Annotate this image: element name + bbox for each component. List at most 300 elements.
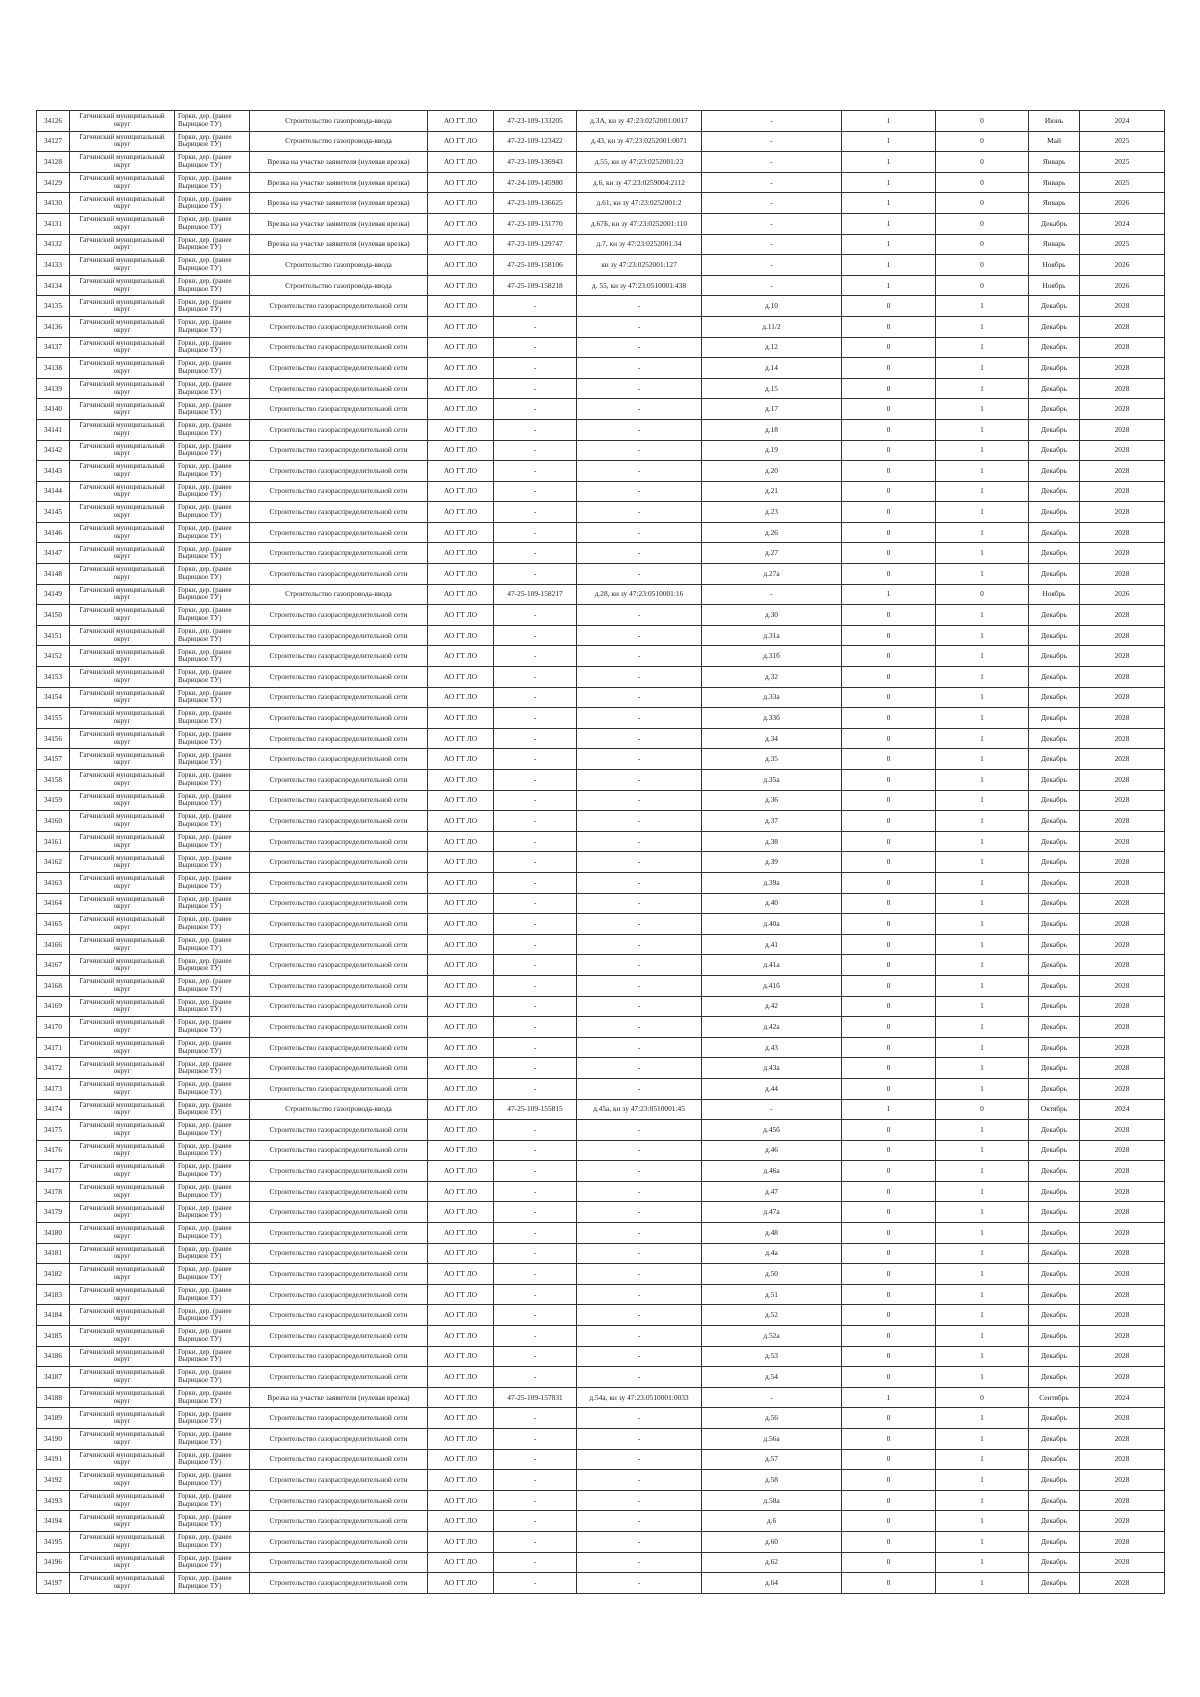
month-cell: Декабрь [1029,1531,1080,1552]
month-cell: Декабрь [1029,708,1080,729]
month-cell: Декабрь [1029,687,1080,708]
locality-cell: Горки, дер. (ранее Вырицкое ТУ) [175,1449,250,1470]
connection-count-cell: 0 [842,543,936,564]
locality-cell: Горки, дер. (ранее Вырицкое ТУ) [175,811,250,832]
application-number-cell: - [494,1490,577,1511]
connection-count-cell: 1 [842,213,936,234]
connection-count-cell: 0 [842,337,936,358]
connection-count-cell: 0 [842,770,936,791]
connection-count-cell: 1 [842,152,936,173]
district-cell: Гатчинский муниципальный округ [70,1408,175,1429]
organization-cell: АО ГТ ЛО [428,255,494,276]
district-cell: Гатчинский муниципальный округ [70,1387,175,1408]
organization-cell: АО ГТ ЛО [428,399,494,420]
application-number-cell: - [494,378,577,399]
month-cell: Декабрь [1029,399,1080,420]
address-cell: д.47а [702,1202,842,1223]
year-cell: 2028 [1080,316,1165,337]
organization-cell: АО ГТ ЛО [428,790,494,811]
application-number-cell: - [494,461,577,482]
cadastral-cell: - [577,708,702,729]
locality-cell: Горки, дер. (ранее Вырицкое ТУ) [175,275,250,296]
connection-count-cell: 0 [842,1470,936,1491]
organization-cell: АО ГТ ЛО [428,1243,494,1264]
network-count-cell: 1 [936,1449,1029,1470]
district-cell: Гатчинский муниципальный округ [70,1490,175,1511]
organization-cell: АО ГТ ЛО [428,193,494,214]
locality-cell: Горки, дер. (ранее Вырицкое ТУ) [175,893,250,914]
month-cell: Декабрь [1029,1511,1080,1532]
network-count-cell: 0 [936,213,1029,234]
application-number-cell: - [494,419,577,440]
network-count-cell: 1 [936,934,1029,955]
work-type-cell: Строительство газораспределительной сети [250,1120,428,1141]
connection-count-cell: 0 [842,1326,936,1347]
month-cell: Сентябрь [1029,1387,1080,1408]
work-type-cell: Строительство газораспределительной сети [250,687,428,708]
year-cell: 2028 [1080,605,1165,626]
network-count-cell: 1 [936,564,1029,585]
month-cell: Декабрь [1029,1449,1080,1470]
organization-cell: АО ГТ ЛО [428,1037,494,1058]
cadastral-cell: - [577,667,702,688]
locality-cell: Горки, дер. (ранее Вырицкое ТУ) [175,1202,250,1223]
connection-count-cell: 0 [842,1449,936,1470]
table-row [37,255,1165,276]
month-cell: Декабрь [1029,955,1080,976]
table-row [37,687,1165,708]
application-number-cell: - [494,1120,577,1141]
application-number-cell: - [494,934,577,955]
address-cell: д.31б [702,646,842,667]
cadastral-cell: д.28, кн зу 47:23:0510001:16 [577,584,702,605]
district-cell: Гатчинский муниципальный округ [70,275,175,296]
year-cell: 2024 [1080,1099,1165,1120]
connection-count-cell: 0 [842,852,936,873]
network-count-cell: 1 [936,358,1029,379]
cadastral-cell: - [577,1120,702,1141]
organization-cell: АО ГТ ЛО [428,1099,494,1120]
district-cell: Гатчинский муниципальный округ [70,955,175,976]
organization-cell: АО ГТ ЛО [428,522,494,543]
year-cell: 2028 [1080,1264,1165,1285]
application-number-cell: - [494,1078,577,1099]
network-count-cell: 1 [936,1326,1029,1347]
connection-count-cell: 0 [842,955,936,976]
application-number-cell: 47-22-109-123422 [494,131,577,152]
organization-cell: АО ГТ ЛО [428,296,494,317]
table-row [37,543,1165,564]
locality-cell: Горки, дер. (ранее Вырицкое ТУ) [175,955,250,976]
year-cell: 2028 [1080,831,1165,852]
application-number-cell: 47-23-109-133205 [494,111,577,132]
application-number-cell: - [494,1552,577,1573]
locality-cell: Горки, дер. (ранее Вырицкое ТУ) [175,1305,250,1326]
application-number-cell: - [494,1326,577,1347]
district-cell: Гатчинский муниципальный округ [70,111,175,132]
table-row [37,708,1165,729]
network-count-cell: 0 [936,172,1029,193]
connection-count-cell: 0 [842,625,936,646]
cadastral-cell: - [577,1367,702,1388]
cadastral-cell: - [577,1202,702,1223]
table-row [37,872,1165,893]
locality-cell: Горки, дер. (ранее Вырицкое ТУ) [175,1099,250,1120]
connection-count-cell: 0 [842,749,936,770]
row-number-cell: 34145 [37,502,70,523]
month-cell: Декабрь [1029,481,1080,502]
address-cell: д.17 [702,399,842,420]
cadastral-cell: - [577,1161,702,1182]
row-number-cell: 34141 [37,419,70,440]
row-number-cell: 34189 [37,1408,70,1429]
connection-count-cell: 1 [842,1099,936,1120]
year-cell: 2028 [1080,1037,1165,1058]
organization-cell: АО ГТ ЛО [428,316,494,337]
address-cell: д.54 [702,1367,842,1388]
district-cell: Гатчинский муниципальный округ [70,1346,175,1367]
address-cell: д.36 [702,790,842,811]
application-number-cell: - [494,914,577,935]
work-type-cell: Строительство газораспределительной сети [250,975,428,996]
year-cell: 2028 [1080,955,1165,976]
cadastral-cell: - [577,543,702,564]
year-cell: 2028 [1080,399,1165,420]
district-cell: Гатчинский муниципальный округ [70,1284,175,1305]
table-row [37,1181,1165,1202]
application-number-cell: - [494,1531,577,1552]
district-cell: Гатчинский муниципальный округ [70,1305,175,1326]
locality-cell: Горки, дер. (ранее Вырицкое ТУ) [175,1346,250,1367]
district-cell: Гатчинский муниципальный округ [70,1429,175,1450]
locality-cell: Горки, дер. (ранее Вырицкое ТУ) [175,872,250,893]
work-type-cell: Строительство газораспределительной сети [250,1181,428,1202]
work-type-cell: Строительство газораспределительной сети [250,1573,428,1594]
connection-count-cell: 0 [842,667,936,688]
work-type-cell: Строительство газораспределительной сети [250,811,428,832]
row-number-cell: 34196 [37,1552,70,1573]
work-type-cell: Строительство газораспределительной сети [250,461,428,482]
year-cell: 2028 [1080,1490,1165,1511]
locality-cell: Горки, дер. (ранее Вырицкое ТУ) [175,296,250,317]
network-count-cell: 1 [936,955,1029,976]
row-number-cell: 34128 [37,152,70,173]
district-cell: Гатчинский муниципальный округ [70,975,175,996]
row-number-cell: 34195 [37,1531,70,1552]
row-number-cell: 34184 [37,1305,70,1326]
locality-cell: Горки, дер. (ранее Вырицкое ТУ) [175,934,250,955]
cadastral-cell: - [577,502,702,523]
row-number-cell: 34137 [37,337,70,358]
work-type-cell: Строительство газораспределительной сети [250,1429,428,1450]
work-type-cell: Строительство газораспределительной сети [250,1531,428,1552]
application-number-cell: 47-25-109-158217 [494,584,577,605]
connection-count-cell: 0 [842,975,936,996]
connection-count-cell: 0 [842,1531,936,1552]
locality-cell: Горки, дер. (ранее Вырицкое ТУ) [175,337,250,358]
locality-cell: Горки, дер. (ранее Вырицкое ТУ) [175,1223,250,1244]
application-number-cell: - [494,1264,577,1285]
work-type-cell: Врезка на участке заявителя (нулевая врезка) [250,152,428,173]
month-cell: Январь [1029,152,1080,173]
address-cell: д.35 [702,749,842,770]
network-count-cell: 1 [936,1017,1029,1038]
table-row [37,1449,1165,1470]
district-cell: Гатчинский муниципальный округ [70,316,175,337]
application-number-cell: - [494,605,577,626]
table-row [37,111,1165,132]
row-number-cell: 34193 [37,1490,70,1511]
organization-cell: АО ГТ ЛО [428,1490,494,1511]
address-cell: д.26 [702,522,842,543]
year-cell: 2028 [1080,1181,1165,1202]
locality-cell: Горки, дер. (ранее Вырицкое ТУ) [175,316,250,337]
application-number-cell: - [494,831,577,852]
district-cell: Гатчинский муниципальный округ [70,1470,175,1491]
row-number-cell: 34132 [37,234,70,255]
month-cell: Декабрь [1029,934,1080,955]
address-cell: д.39а [702,872,842,893]
month-cell: Декабрь [1029,625,1080,646]
year-cell: 2028 [1080,1511,1165,1532]
work-type-cell: Строительство газораспределительной сети [250,1017,428,1038]
district-cell: Гатчинский муниципальный округ [70,790,175,811]
network-count-cell: 1 [936,1429,1029,1450]
month-cell: Ноябрь [1029,275,1080,296]
row-number-cell: 34181 [37,1243,70,1264]
network-count-cell: 1 [936,1223,1029,1244]
table-row [37,234,1165,255]
locality-cell: Горки, дер. (ранее Вырицкое ТУ) [175,1140,250,1161]
table-row [37,461,1165,482]
district-cell: Гатчинский муниципальный округ [70,914,175,935]
year-cell: 2025 [1080,152,1165,173]
address-cell: д.56а [702,1429,842,1450]
year-cell: 2028 [1080,440,1165,461]
connection-count-cell: 1 [842,275,936,296]
month-cell: Январь [1029,234,1080,255]
application-number-cell: - [494,502,577,523]
cadastral-cell: - [577,1531,702,1552]
application-number-cell: - [494,996,577,1017]
address-cell: д.35а [702,770,842,791]
connection-count-cell: 0 [842,1305,936,1326]
organization-cell: АО ГТ ЛО [428,1387,494,1408]
work-type-cell: Строительство газораспределительной сети [250,749,428,770]
network-count-cell: 1 [936,770,1029,791]
locality-cell: Горки, дер. (ранее Вырицкое ТУ) [175,1058,250,1079]
month-cell: Декабрь [1029,564,1080,585]
cadastral-cell: - [577,1058,702,1079]
work-type-cell: Строительство газораспределительной сети [250,296,428,317]
address-cell: д.45б [702,1120,842,1141]
locality-cell: Горки, дер. (ранее Вырицкое ТУ) [175,749,250,770]
year-cell: 2028 [1080,1120,1165,1141]
network-count-cell: 1 [936,440,1029,461]
cadastral-cell: - [577,687,702,708]
year-cell: 2028 [1080,1058,1165,1079]
district-cell: Гатчинский муниципальный округ [70,1243,175,1264]
organization-cell: АО ГТ ЛО [428,1181,494,1202]
application-number-cell: - [494,1367,577,1388]
network-count-cell: 1 [936,1531,1029,1552]
application-number-cell: - [494,1202,577,1223]
application-number-cell: 47-23-109-131770 [494,213,577,234]
address-cell: д.20 [702,461,842,482]
table-row [37,131,1165,152]
network-count-cell: 0 [936,152,1029,173]
network-count-cell: 1 [936,1058,1029,1079]
schedule-table [36,110,1165,1594]
address-cell: - [702,131,842,152]
work-type-cell: Строительство газораспределительной сети [250,728,428,749]
network-count-cell: 1 [936,914,1029,935]
table-row [37,316,1165,337]
work-type-cell: Строительство газораспределительной сети [250,1305,428,1326]
district-cell: Гатчинский муниципальный округ [70,522,175,543]
application-number-cell: - [494,646,577,667]
locality-cell: Горки, дер. (ранее Вырицкое ТУ) [175,193,250,214]
year-cell: 2028 [1080,872,1165,893]
year-cell: 2028 [1080,1470,1165,1491]
table-row [37,605,1165,626]
network-count-cell: 1 [936,316,1029,337]
address-cell: - [702,193,842,214]
district-cell: Гатчинский муниципальный округ [70,1037,175,1058]
address-cell: д.32 [702,667,842,688]
locality-cell: Горки, дер. (ранее Вырицкое ТУ) [175,461,250,482]
cadastral-cell: д.67Б, кн зу 47:23:0252001:110 [577,213,702,234]
locality-cell: Горки, дер. (ранее Вырицкое ТУ) [175,790,250,811]
year-cell: 2028 [1080,481,1165,502]
address-cell: д.14 [702,358,842,379]
row-number-cell: 34170 [37,1017,70,1038]
table-row [37,152,1165,173]
district-cell: Гатчинский муниципальный округ [70,584,175,605]
organization-cell: АО ГТ ЛО [428,975,494,996]
connection-count-cell: 0 [842,1078,936,1099]
cadastral-cell: - [577,1346,702,1367]
month-cell: Декабрь [1029,502,1080,523]
connection-count-cell: 0 [842,646,936,667]
network-count-cell: 1 [936,1120,1029,1141]
row-number-cell: 34190 [37,1429,70,1450]
table-row [37,584,1165,605]
month-cell: Июнь [1029,111,1080,132]
address-cell: д.41 [702,934,842,955]
table-row [37,1490,1165,1511]
table-row [37,1408,1165,1429]
year-cell: 2028 [1080,502,1165,523]
row-number-cell: 34197 [37,1573,70,1594]
connection-count-cell: 0 [842,728,936,749]
month-cell: Декабрь [1029,1470,1080,1491]
application-number-cell: - [494,1223,577,1244]
organization-cell: АО ГТ ЛО [428,1305,494,1326]
address-cell: д.12 [702,337,842,358]
connection-count-cell: 0 [842,1161,936,1182]
address-cell: д.30 [702,605,842,626]
cadastral-cell: кн зу 47:23:0252001:127 [577,255,702,276]
table-row [37,1511,1165,1532]
year-cell: 2028 [1080,811,1165,832]
district-cell: Гатчинский муниципальный округ [70,1367,175,1388]
table-row [37,296,1165,317]
month-cell: Декабрь [1029,831,1080,852]
network-count-cell: 0 [936,1099,1029,1120]
district-cell: Гатчинский муниципальный округ [70,152,175,173]
address-cell: д.40а [702,914,842,935]
table-row [37,1552,1165,1573]
locality-cell: Горки, дер. (ранее Вырицкое ТУ) [175,687,250,708]
application-number-cell: 47-25-109-155815 [494,1099,577,1120]
district-cell: Гатчинский муниципальный округ [70,708,175,729]
table-row [37,337,1165,358]
organization-cell: АО ГТ ЛО [428,914,494,935]
year-cell: 2028 [1080,337,1165,358]
locality-cell: Горки, дер. (ранее Вырицкое ТУ) [175,605,250,626]
network-count-cell: 1 [936,502,1029,523]
month-cell: Май [1029,131,1080,152]
year-cell: 2028 [1080,1429,1165,1450]
row-number-cell: 34136 [37,316,70,337]
month-cell: Декабрь [1029,728,1080,749]
work-type-cell: Строительство газораспределительной сети [250,1037,428,1058]
month-cell: Декабрь [1029,316,1080,337]
locality-cell: Горки, дер. (ранее Вырицкое ТУ) [175,975,250,996]
application-number-cell: - [494,1470,577,1491]
organization-cell: АО ГТ ЛО [428,1202,494,1223]
network-count-cell: 0 [936,584,1029,605]
table-row [37,213,1165,234]
network-count-cell: 0 [936,234,1029,255]
address-cell: - [702,111,842,132]
row-number-cell: 34131 [37,213,70,234]
network-count-cell: 1 [936,625,1029,646]
district-cell: Гатчинский муниципальный округ [70,1326,175,1347]
row-number-cell: 34186 [37,1346,70,1367]
month-cell: Декабрь [1029,358,1080,379]
locality-cell: Горки, дер. (ранее Вырицкое ТУ) [175,543,250,564]
address-cell: - [702,213,842,234]
table-row [37,440,1165,461]
network-count-cell: 1 [936,1140,1029,1161]
network-count-cell: 0 [936,131,1029,152]
application-number-cell: - [494,667,577,688]
application-number-cell: - [494,481,577,502]
locality-cell: Горки, дер. (ранее Вырицкое ТУ) [175,522,250,543]
cadastral-cell: - [577,1449,702,1470]
table-row [37,1161,1165,1182]
month-cell: Декабрь [1029,914,1080,935]
connection-count-cell: 0 [842,1181,936,1202]
organization-cell: АО ГТ ЛО [428,543,494,564]
work-type-cell: Строительство газораспределительной сети [250,1490,428,1511]
cadastral-cell: - [577,1470,702,1491]
connection-count-cell: 0 [842,481,936,502]
row-number-cell: 34135 [37,296,70,317]
row-number-cell: 34140 [37,399,70,420]
work-type-cell: Строительство газопровода-ввода [250,111,428,132]
connection-count-cell: 0 [842,1573,936,1594]
locality-cell: Горки, дер. (ранее Вырицкое ТУ) [175,1078,250,1099]
row-number-cell: 34130 [37,193,70,214]
district-cell: Гатчинский муниципальный округ [70,811,175,832]
row-number-cell: 34187 [37,1367,70,1388]
row-number-cell: 34161 [37,831,70,852]
locality-cell: Горки, дер. (ранее Вырицкое ТУ) [175,399,250,420]
locality-cell: Горки, дер. (ранее Вырицкое ТУ) [175,1470,250,1491]
